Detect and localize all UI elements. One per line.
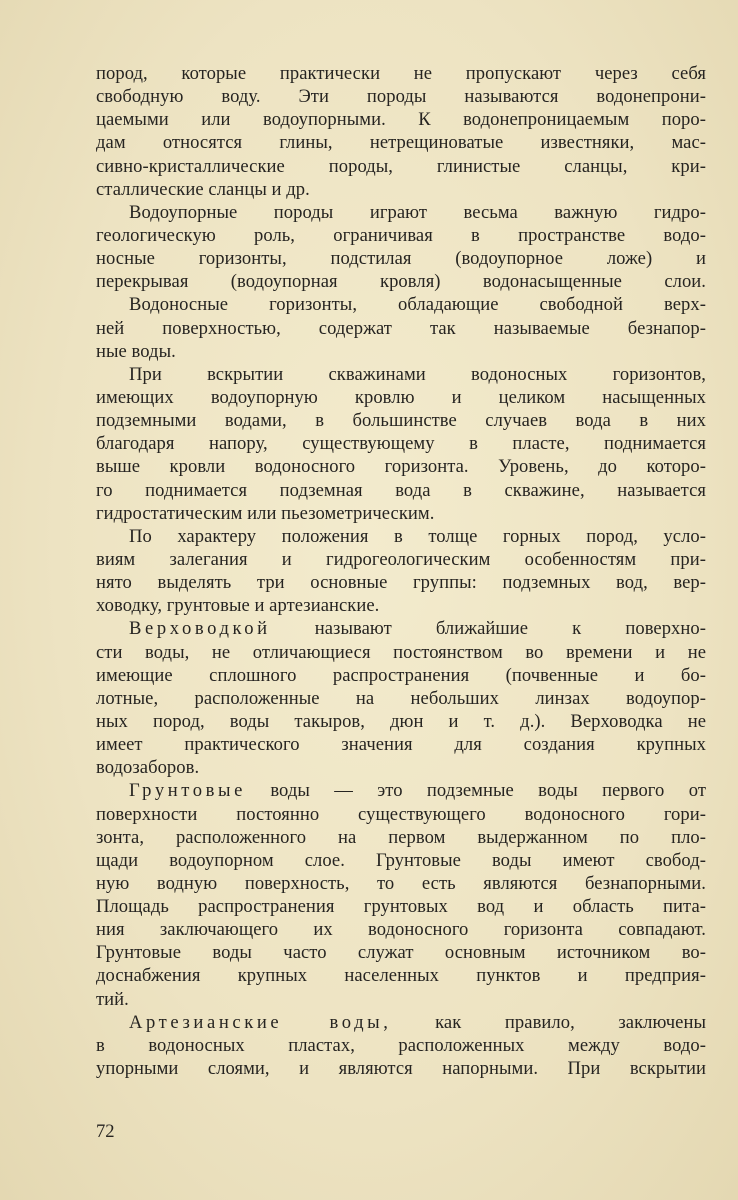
paragraph xyxy=(96,201,706,294)
text-line: имеющих водоупорную кровлю и целиком насыщенных xyxy=(96,386,706,408)
text-line: виям залегания и гидрогеологическим особенностям при- xyxy=(96,548,706,570)
text-line: щади водоупорном слое. Грунтовые воды имеют свобод- xyxy=(96,849,706,871)
text-line: имеющие сплошного распространения (почвенные и бо- xyxy=(96,664,706,686)
text-line: нято выделять три основные группы: подземных вод, вер- xyxy=(96,572,706,594)
text-line: имеет практического значения для создания крупных xyxy=(96,734,706,756)
text-line: геологическую роль, ограничивая в пространстве водо- xyxy=(96,224,706,246)
text-line: дам относятся глины, нетрещиноватые известняки, мас- xyxy=(96,132,706,154)
text-line: тий. xyxy=(96,988,129,1010)
spaced-term: Верховодкой xyxy=(129,618,271,640)
text-line: ния заключающего их водоносного горизонта совпадают. xyxy=(96,919,706,941)
text-line: поверхности постоянно существующего водоносного гори- xyxy=(96,803,706,825)
text-line: При вскрытии скважинами водоносных горизонтов, xyxy=(129,363,706,385)
text-line: ные воды. xyxy=(96,340,176,362)
text-line: сталлические сланцы и др. xyxy=(96,178,310,200)
text-line: гидростатическим или пьезометрическим. xyxy=(96,502,435,524)
paragraph xyxy=(96,363,706,525)
text-line: По характеру положения в толще горных пород, усло- xyxy=(129,525,706,547)
text-line: зонта, расположенного на первом выдержанном по пло- xyxy=(96,826,706,848)
text-line: го поднимается подземная вода в скважине, называется xyxy=(96,479,706,501)
text-line: ных пород, воды такыров, дюн и т. д.). Верховодка не xyxy=(96,710,706,732)
paragraph xyxy=(96,779,706,1010)
text-line xyxy=(96,617,706,640)
paragraph xyxy=(96,617,706,779)
text-line: водозаборов. xyxy=(96,757,200,779)
text-run: как правило, заключены xyxy=(391,1011,706,1033)
text-line xyxy=(96,779,706,802)
spaced-term: Артезианские воды, xyxy=(129,1011,392,1033)
text-line: лотные, расположенные на небольших линзах водоупор- xyxy=(96,687,706,709)
paragraph xyxy=(96,1011,706,1080)
text-line: сивно-кристаллические породы, глинистые сланцы, кри- xyxy=(96,155,706,177)
text-line: Грунтовые воды часто служат основным источником во- xyxy=(96,942,706,964)
text-line: ную водную поверхность, то есть являются безнапорными. xyxy=(96,872,706,894)
paragraph xyxy=(96,62,706,201)
text-line: подземными водами, в большинстве случаев вода в них xyxy=(96,410,706,432)
text-line: перекрывая (водоупорная кровля) водонасыщенные слои. xyxy=(96,271,706,293)
text-line: упорными слоями, и являются напорными. При вскрытии xyxy=(96,1058,706,1080)
text-run: называют ближайшие к поверхно- xyxy=(270,618,706,640)
text-line: пород, которые практически не пропускают через себя xyxy=(96,63,706,84)
text-line: Водоносные горизонты, обладающие свободной верх- xyxy=(129,294,706,316)
text-line: Водоупорные породы играют весьма важную гидро- xyxy=(129,201,706,223)
text-line: доснабжения крупных населенных пунктов и предприя- xyxy=(96,965,706,987)
paragraph xyxy=(96,293,706,362)
text-line: сти воды, не отличающиеся постоянством во времени и не xyxy=(96,641,706,663)
text-line: в водоносных пластах, расположенных между водо- xyxy=(96,1034,706,1056)
text-line xyxy=(96,1011,706,1034)
text-line: благодаря напору, существующему в пласте, поднимается xyxy=(96,433,706,455)
text-line: Площадь распространения грунтовых вод и область пита- xyxy=(96,896,706,918)
paragraph xyxy=(96,525,706,618)
text-line: носные горизонты, подстилая (водоупорное ложе) и xyxy=(96,248,706,270)
text-line: ней поверхностью, содержат так называемые безнапор- xyxy=(96,317,706,339)
text-line: свободную воду. Эти породы называются водонепрони- xyxy=(96,86,706,108)
spaced-term: Грунтовые xyxy=(129,780,246,802)
text-run: воды — это подземные воды первого от xyxy=(245,780,706,802)
text-line: выше кровли водоносного горизонта. Уровень, до которо- xyxy=(96,456,706,478)
page-number: 72 xyxy=(96,1121,115,1142)
text-line: цаемыми или водоупорными. К водонепроницаемым поро- xyxy=(96,109,706,131)
text-line: ховодку, грунтовые и артезианские. xyxy=(96,595,380,617)
body-text xyxy=(96,62,706,1080)
